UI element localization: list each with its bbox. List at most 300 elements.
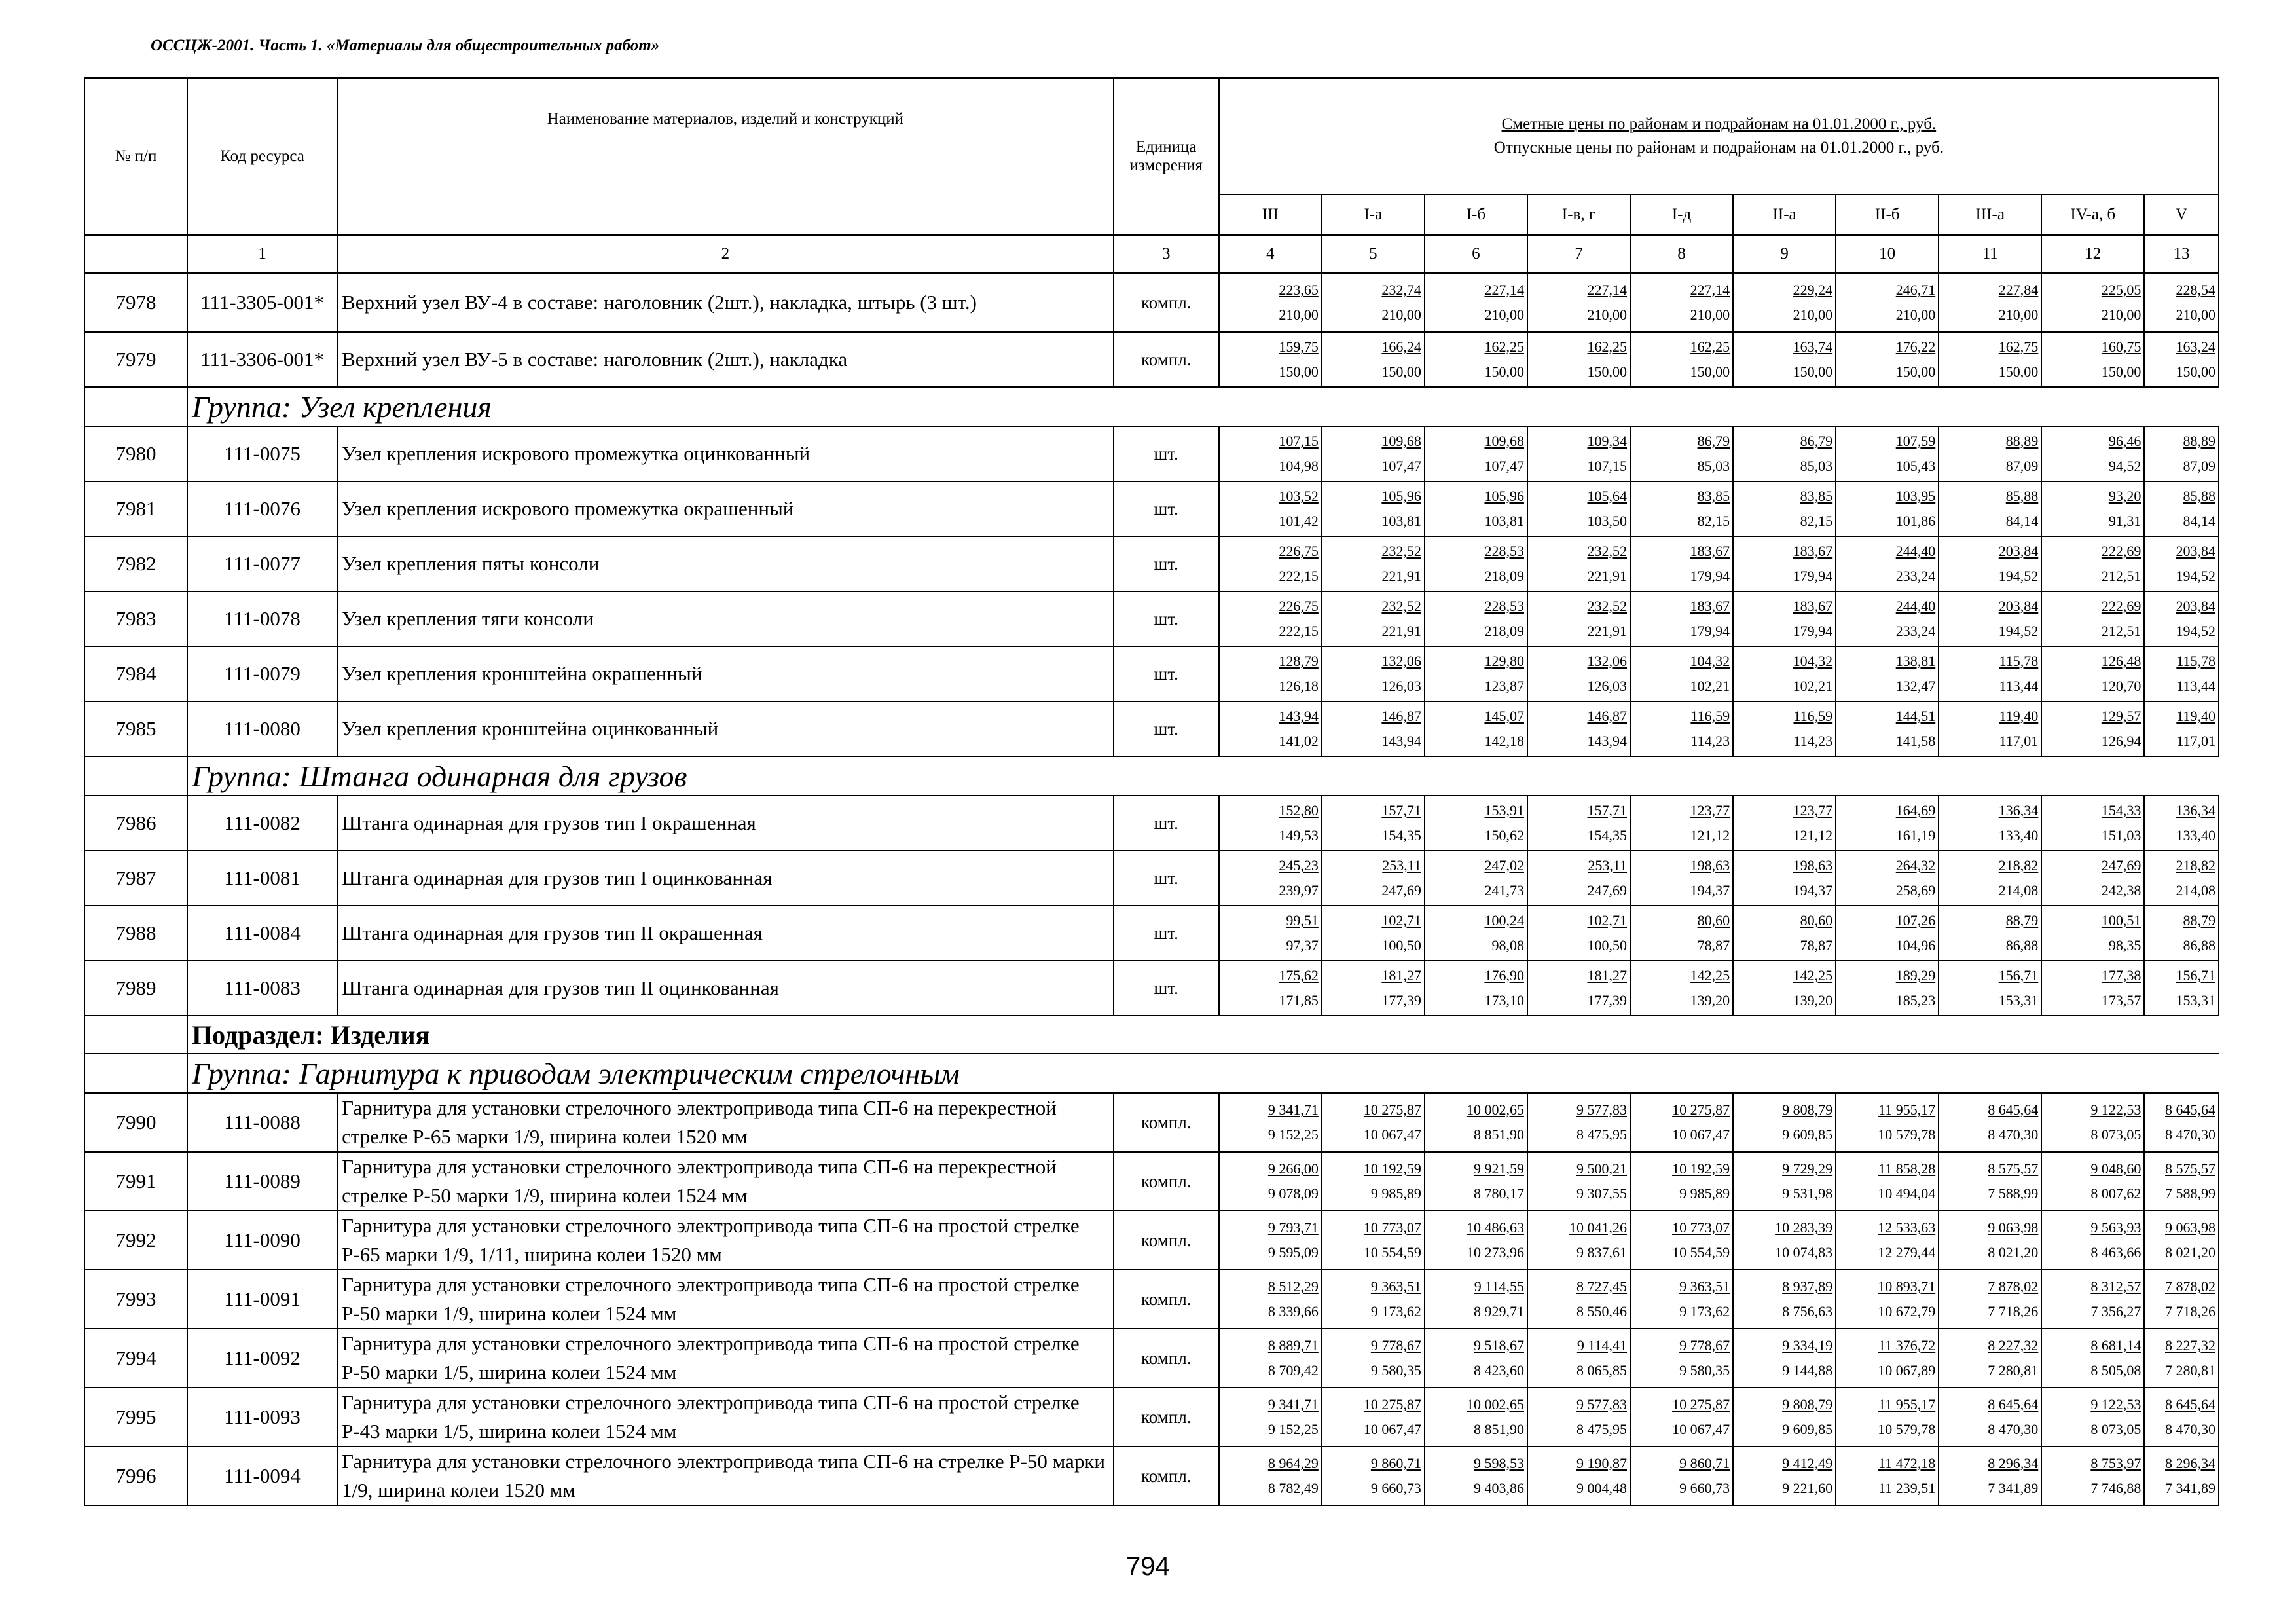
wholesale-price: 194,52 — [1998, 623, 2039, 639]
price-cell — [1733, 646, 1836, 701]
price-cell — [1425, 646, 1527, 701]
price-cell — [1322, 906, 1425, 961]
estimate-price: 105,96 — [1484, 488, 1524, 504]
column-number: 10 — [1836, 235, 1939, 273]
estimate-price: 9 048,60 — [2090, 1160, 2141, 1177]
estimate-price: 227,14 — [1484, 282, 1524, 298]
price-cell — [1939, 1388, 2041, 1447]
wholesale-price: 86,88 — [2183, 937, 2215, 953]
table-row — [84, 1388, 2219, 1447]
subsection-row — [84, 1016, 2219, 1054]
wholesale-price: 179,94 — [1793, 623, 1833, 639]
price-cell — [1527, 536, 1630, 591]
unit: шт. — [1114, 701, 1219, 756]
material-name: Штанга одинарная для грузов тип I оцинкованная — [337, 851, 1114, 906]
wholesale-price: 113,44 — [1999, 678, 2039, 694]
wholesale-price: 8 463,66 — [2090, 1244, 2141, 1261]
wholesale-price: 103,81 — [1381, 513, 1421, 529]
row-number: 7996 — [84, 1447, 187, 1505]
estimate-price: 222,69 — [2101, 598, 2141, 614]
estimate-price: 246,71 — [1895, 282, 1936, 298]
price-cell — [2041, 906, 2144, 961]
wholesale-price: 210,00 — [1587, 306, 1628, 323]
unit: шт. — [1114, 646, 1219, 701]
column-number: 6 — [1425, 235, 1527, 273]
wholesale-price: 142,18 — [1484, 733, 1524, 749]
wholesale-price: 9 144,88 — [1782, 1362, 1833, 1378]
page-number: 794 — [1126, 1552, 1170, 1581]
wholesale-price: 104,96 — [1895, 937, 1936, 953]
estimate-price: 96,46 — [2108, 433, 2141, 449]
price-cell — [1425, 1152, 1527, 1211]
estimate-price: 115,78 — [1999, 653, 2039, 669]
price-cell — [1527, 1093, 1630, 1152]
price-cell — [1630, 426, 1733, 481]
estimate-price: 132,06 — [1587, 653, 1628, 669]
price-cell — [1836, 1270, 1939, 1329]
wholesale-price: 151,03 — [2101, 827, 2141, 843]
estimate-price: 104,32 — [1793, 653, 1833, 669]
estimate-price: 189,29 — [1895, 967, 1936, 984]
estimate-price: 138,81 — [1895, 653, 1936, 669]
estimate-price: 154,33 — [2101, 802, 2141, 819]
price-cell — [1425, 1447, 1527, 1505]
wholesale-price: 117,01 — [1999, 733, 2039, 749]
price-cell — [2144, 1270, 2219, 1329]
price-cell — [1630, 961, 1733, 1016]
resource-code: 111-0091 — [187, 1270, 337, 1329]
wholesale-price: 9 660,73 — [1370, 1480, 1421, 1496]
price-cell — [1527, 273, 1630, 332]
price-cell — [1425, 273, 1527, 332]
resource-code: 111-0093 — [187, 1388, 337, 1447]
wholesale-price: 82,15 — [1697, 513, 1730, 529]
estimate-price: 88,89 — [2183, 433, 2215, 449]
estimate-price: 144,51 — [1895, 708, 1936, 724]
wholesale-price: 218,09 — [1484, 623, 1524, 639]
wholesale-price: 221,91 — [1381, 623, 1421, 639]
price-cell — [2041, 1447, 2144, 1505]
row-number: 7987 — [84, 851, 187, 906]
row-number: 7980 — [84, 426, 187, 481]
price-cell — [1939, 851, 2041, 906]
wholesale-price: 10 579,78 — [1878, 1126, 1936, 1143]
price-cell — [1219, 481, 1322, 536]
price-cell — [2041, 1152, 2144, 1211]
estimate-price: 223,65 — [1279, 282, 1319, 298]
group-spacer — [84, 756, 187, 796]
estimate-price: 10 486,63 — [1466, 1219, 1524, 1236]
material-name: Гарнитура для установки стрелочного электропривода типа СП-6 на простой стрелке Р-50 марки 1/5, ширина колеи 1524 мм — [337, 1329, 1114, 1388]
group-title: Группа: Штанга одинарная для грузов — [187, 756, 2219, 796]
row-number: 7993 — [84, 1270, 187, 1329]
estimate-price: 232,52 — [1587, 543, 1628, 559]
wholesale-price: 210,00 — [2176, 306, 2215, 323]
unit: компл. — [1114, 1152, 1219, 1211]
region-col-header: I-в, г — [1527, 194, 1630, 235]
price-cell — [1425, 536, 1527, 591]
price-cell — [2041, 796, 2144, 851]
wholesale-price: 8 756,63 — [1782, 1303, 1833, 1320]
wholesale-price: 126,03 — [1381, 678, 1421, 694]
wholesale-price: 173,57 — [2101, 992, 2141, 1008]
estimate-price: 107,15 — [1279, 433, 1319, 449]
col-header-unit: Единица измерения — [1114, 78, 1219, 235]
price-table — [84, 77, 2219, 1506]
price-cell — [2041, 426, 2144, 481]
estimate-price: 105,96 — [1381, 488, 1421, 504]
price-cell — [1733, 536, 1836, 591]
unit: шт. — [1114, 961, 1219, 1016]
group-spacer — [84, 1054, 187, 1093]
row-number: 7984 — [84, 646, 187, 701]
wholesale-price: 7 280,81 — [1988, 1362, 2039, 1378]
row-number: 7981 — [84, 481, 187, 536]
estimate-price: 244,40 — [1895, 543, 1936, 559]
estimate-price: 11 858,28 — [1878, 1160, 1936, 1177]
price-cell — [1322, 273, 1425, 332]
wholesale-price: 133,40 — [1998, 827, 2039, 843]
wholesale-price: 9 403,86 — [1473, 1480, 1524, 1496]
price-cell — [1733, 591, 1836, 646]
price-cell — [2144, 1152, 2219, 1211]
estimate-price: 10 002,65 — [1466, 1101, 1524, 1118]
table-row — [84, 646, 2219, 701]
price-cell — [1322, 332, 1425, 387]
wholesale-price: 8 709,42 — [1267, 1362, 1319, 1378]
resource-code: 111-0084 — [187, 906, 337, 961]
unit: компл. — [1114, 1388, 1219, 1447]
price-cell — [2144, 1447, 2219, 1505]
estimate-price: 264,32 — [1895, 857, 1936, 874]
estimate-price: 99,51 — [1286, 912, 1319, 929]
price-cell — [1322, 646, 1425, 701]
estimate-price: 8 889,71 — [1267, 1337, 1319, 1354]
wholesale-price: 143,94 — [1381, 733, 1421, 749]
estimate-price: 247,02 — [1484, 857, 1524, 874]
estimate-price: 10 041,26 — [1569, 1219, 1628, 1236]
price-cell — [1527, 1329, 1630, 1388]
estimate-price: 232,74 — [1381, 282, 1421, 298]
column-numbers — [84, 235, 2219, 273]
estimate-price: 11 955,17 — [1878, 1101, 1936, 1118]
resource-code: 111-0080 — [187, 701, 337, 756]
table-row — [84, 591, 2219, 646]
wholesale-price: 10 067,47 — [1672, 1126, 1730, 1143]
price-cell — [2041, 701, 2144, 756]
group-title: Группа: Узел крепления — [187, 387, 2219, 426]
price-cell — [1836, 796, 1939, 851]
price-cell — [1939, 591, 2041, 646]
wholesale-price: 8 073,05 — [2090, 1421, 2141, 1437]
estimate-price: 9 778,67 — [1370, 1337, 1421, 1354]
estimate-price: 9 500,21 — [1576, 1160, 1628, 1177]
price-cell — [1527, 796, 1630, 851]
region-col-header: III-а — [1939, 194, 2041, 235]
estimate-price: 109,34 — [1587, 433, 1628, 449]
estimate-price: 152,80 — [1279, 802, 1319, 819]
price-cell — [1733, 1152, 1836, 1211]
wholesale-price: 8 550,46 — [1576, 1303, 1628, 1320]
price-cell — [2144, 426, 2219, 481]
estimate-price: 9 808,79 — [1782, 1101, 1833, 1118]
resource-code: 111-3305-001* — [187, 273, 337, 332]
wholesale-price: 10 273,96 — [1466, 1244, 1524, 1261]
price-cell — [1219, 906, 1322, 961]
wholesale-price: 102,21 — [1793, 678, 1833, 694]
unit: компл. — [1114, 332, 1219, 387]
wholesale-price: 84,14 — [2005, 513, 2039, 529]
wholesale-price: 84,14 — [2183, 513, 2215, 529]
subsection-title: Подраздел: Изделия — [187, 1016, 2219, 1054]
wholesale-price: 105,43 — [1895, 458, 1936, 474]
estimate-price: 203,84 — [1998, 598, 2039, 614]
wholesale-price: 9 004,48 — [1576, 1480, 1628, 1496]
price-cell — [1630, 1447, 1733, 1505]
wholesale-price: 171,85 — [1279, 992, 1319, 1008]
estimate-price: 10 893,71 — [1878, 1278, 1936, 1295]
price-cell — [1630, 701, 1733, 756]
estimate-price: 8 964,29 — [1267, 1455, 1319, 1471]
estimate-price: 86,79 — [1697, 433, 1730, 449]
region-header — [1219, 78, 2219, 194]
column-number: 7 — [1527, 235, 1630, 273]
wholesale-price: 103,50 — [1587, 513, 1628, 529]
price-cell — [1939, 701, 2041, 756]
estimate-price: 85,88 — [2183, 488, 2215, 504]
estimate-price: 9 860,71 — [1370, 1455, 1421, 1471]
table-row — [84, 273, 2219, 332]
wholesale-price: 10 579,78 — [1878, 1421, 1936, 1437]
price-cell — [1425, 796, 1527, 851]
column-number: 12 — [2041, 235, 2144, 273]
wholesale-price: 8 007,62 — [2090, 1185, 2141, 1202]
material-name: Верхний узел ВУ-5 в составе: наголовник (2шт.), накладка — [337, 332, 1114, 387]
price-cell — [1630, 1388, 1733, 1447]
wholesale-price: 10 554,59 — [1672, 1244, 1730, 1261]
wholesale-price: 113,44 — [2176, 678, 2215, 694]
wholesale-price: 9 985,89 — [1679, 1185, 1730, 1202]
estimate-price: 142,25 — [1793, 967, 1833, 984]
group-row — [84, 1054, 2219, 1093]
estimate-price: 8 296,34 — [1988, 1455, 2039, 1471]
column-number: 5 — [1322, 235, 1425, 273]
group-spacer — [84, 1016, 187, 1054]
wholesale-price: 210,00 — [1998, 306, 2039, 323]
wholesale-price: 150,00 — [1793, 363, 1833, 380]
estimate-price: 8 645,64 — [2165, 1101, 2215, 1118]
column-number: 8 — [1630, 235, 1733, 273]
table-row — [84, 1211, 2219, 1270]
estimate-price: 86,79 — [1800, 433, 1833, 449]
wholesale-price: 8 780,17 — [1473, 1185, 1524, 1202]
wholesale-price: 85,03 — [1697, 458, 1730, 474]
wholesale-price: 104,98 — [1279, 458, 1319, 474]
estimate-price: 227,14 — [1690, 282, 1730, 298]
estimate-price: 107,59 — [1895, 433, 1936, 449]
wholesale-price: 8 021,20 — [1988, 1244, 2039, 1261]
col-header-num: № п/п — [84, 78, 187, 235]
estimate-price: 12 533,63 — [1878, 1219, 1936, 1236]
wholesale-price: 10 067,47 — [1672, 1421, 1730, 1437]
estimate-price: 126,48 — [2101, 653, 2141, 669]
wholesale-price: 8 470,30 — [2165, 1421, 2215, 1437]
material-name: Узел крепления искрового промежутка оцинкованный — [337, 426, 1114, 481]
estimate-price: 11 472,18 — [1878, 1455, 1936, 1471]
price-cell — [1219, 1093, 1322, 1152]
wholesale-price: 101,86 — [1895, 513, 1936, 529]
estimate-price: 8 937,89 — [1782, 1278, 1833, 1295]
wholesale-price: 150,00 — [1381, 363, 1421, 380]
price-cell — [1425, 851, 1527, 906]
price-cell — [1219, 851, 1322, 906]
wholesale-price: 87,09 — [2183, 458, 2215, 474]
price-cell — [2144, 961, 2219, 1016]
estimate-price: 9 122,53 — [2090, 1396, 2141, 1412]
price-cell — [1527, 701, 1630, 756]
wholesale-price: 210,00 — [1279, 306, 1319, 323]
wholesale-price: 100,50 — [1381, 937, 1421, 953]
wholesale-price: 9 078,09 — [1267, 1185, 1319, 1202]
estimate-price: 142,25 — [1690, 967, 1730, 984]
wholesale-price: 9 173,62 — [1370, 1303, 1421, 1320]
wholesale-price: 8 470,30 — [2165, 1126, 2215, 1143]
price-cell — [1733, 481, 1836, 536]
estimate-price: 83,85 — [1697, 488, 1730, 504]
price-cell — [1630, 1152, 1733, 1211]
wholesale-price: 150,00 — [1998, 363, 2039, 380]
wholesale-price: 218,09 — [1484, 568, 1524, 584]
unit: шт. — [1114, 906, 1219, 961]
price-cell — [2041, 646, 2144, 701]
price-cell — [1836, 1329, 1939, 1388]
wholesale-price: 150,00 — [1690, 363, 1730, 380]
region-col-header: III — [1219, 194, 1322, 235]
estimate-price: 8 512,29 — [1267, 1278, 1319, 1295]
price-cell — [1322, 536, 1425, 591]
estimate-price: 8 645,64 — [2165, 1396, 2215, 1412]
wholesale-price: 8 505,08 — [2090, 1362, 2141, 1378]
price-cell — [1939, 426, 2041, 481]
price-cell — [1836, 906, 1939, 961]
wholesale-price: 7 280,81 — [2165, 1362, 2215, 1378]
wholesale-price: 98,08 — [1491, 937, 1524, 953]
estimate-price: 10 275,87 — [1672, 1396, 1730, 1412]
estimate-price: 162,75 — [1998, 339, 2039, 355]
wholesale-price: 101,42 — [1279, 513, 1319, 529]
price-cell — [1425, 961, 1527, 1016]
estimate-price: 80,60 — [1697, 912, 1730, 929]
price-cell — [1836, 1447, 1939, 1505]
estimate-price: 107,26 — [1895, 912, 1936, 929]
wholesale-price: 153,31 — [1998, 992, 2039, 1008]
price-cell — [2144, 591, 2219, 646]
estimate-price: 129,57 — [2101, 708, 2141, 724]
row-number: 7988 — [84, 906, 187, 961]
price-cell — [1939, 961, 2041, 1016]
table-row — [84, 796, 2219, 851]
price-cell — [1322, 796, 1425, 851]
price-cell — [1939, 481, 2041, 536]
estimate-price: 116,59 — [1793, 708, 1833, 724]
estimate-price: 129,80 — [1484, 653, 1524, 669]
wholesale-price: 8 065,85 — [1576, 1362, 1628, 1378]
estimate-price: 157,71 — [1381, 802, 1421, 819]
wholesale-price: 9 307,55 — [1576, 1185, 1628, 1202]
estimate-price: 10 192,59 — [1363, 1160, 1421, 1177]
material-name: Верхний узел ВУ-4 в составе: наголовник (2шт.), накладка, штырь (3 шт.) — [337, 273, 1114, 332]
price-cell — [1527, 906, 1630, 961]
price-cell — [1219, 1211, 1322, 1270]
price-cell — [1836, 851, 1939, 906]
estimate-price: 100,24 — [1484, 912, 1524, 929]
price-cell — [1219, 1388, 1322, 1447]
material-name: Узел крепления кронштейна окрашенный — [337, 646, 1114, 701]
material-name: Узел крепления тяги консоли — [337, 591, 1114, 646]
wholesale-price: 10 067,89 — [1878, 1362, 1936, 1378]
estimate-price: 8 753,97 — [2090, 1455, 2141, 1471]
price-cell — [1527, 646, 1630, 701]
estimate-price: 9 577,83 — [1576, 1396, 1628, 1412]
table-row — [84, 481, 2219, 536]
resource-code: 111-0089 — [187, 1152, 337, 1211]
wholesale-price: 177,39 — [1587, 992, 1628, 1008]
estimate-price: 10 002,65 — [1466, 1396, 1524, 1412]
estimate-price: 83,85 — [1800, 488, 1833, 504]
estimate-price: 166,24 — [1381, 339, 1421, 355]
wholesale-price: 97,37 — [1286, 937, 1319, 953]
wholesale-price: 121,12 — [1793, 827, 1833, 843]
estimate-price: 132,06 — [1381, 653, 1421, 669]
unit: компл. — [1114, 273, 1219, 332]
wholesale-price: 194,37 — [1690, 882, 1730, 898]
estimate-price: 175,62 — [1279, 967, 1319, 984]
price-cell — [2041, 591, 2144, 646]
price-cell — [1733, 906, 1836, 961]
wholesale-price: 123,87 — [1484, 678, 1524, 694]
row-number: 7979 — [84, 332, 187, 387]
wholesale-price: 210,00 — [1690, 306, 1730, 323]
wholesale-price: 194,52 — [2176, 623, 2215, 639]
estimate-price: 9 563,93 — [2090, 1219, 2141, 1236]
wholesale-price: 85,03 — [1800, 458, 1833, 474]
wholesale-price: 107,15 — [1587, 458, 1628, 474]
column-number: 3 — [1114, 235, 1219, 273]
price-cell — [1630, 481, 1733, 536]
price-cell — [1939, 1270, 2041, 1329]
price-cell — [1733, 332, 1836, 387]
resource-code: 111-0077 — [187, 536, 337, 591]
price-cell — [1836, 591, 1939, 646]
row-number: 7995 — [84, 1388, 187, 1447]
wholesale-price: 7 718,26 — [2165, 1303, 2215, 1320]
wholesale-price: 239,97 — [1279, 882, 1319, 898]
wholesale-price: 185,23 — [1895, 992, 1936, 1008]
price-cell — [1836, 701, 1939, 756]
column-number: 13 — [2144, 235, 2219, 273]
estimate-price: 8 227,32 — [1988, 1337, 2039, 1354]
estimate-price: 119,40 — [1999, 708, 2039, 724]
price-cell — [1630, 332, 1733, 387]
estimate-price: 7 878,02 — [1988, 1278, 2039, 1295]
estimate-price: 183,67 — [1793, 598, 1833, 614]
wholesale-price: 247,69 — [1381, 882, 1421, 898]
estimate-price: 9 518,67 — [1473, 1337, 1524, 1354]
wholesale-price: 132,47 — [1895, 678, 1936, 694]
wholesale-price: 221,91 — [1381, 568, 1421, 584]
estimate-price: 228,54 — [2176, 282, 2215, 298]
price-cell — [1219, 1447, 1322, 1505]
